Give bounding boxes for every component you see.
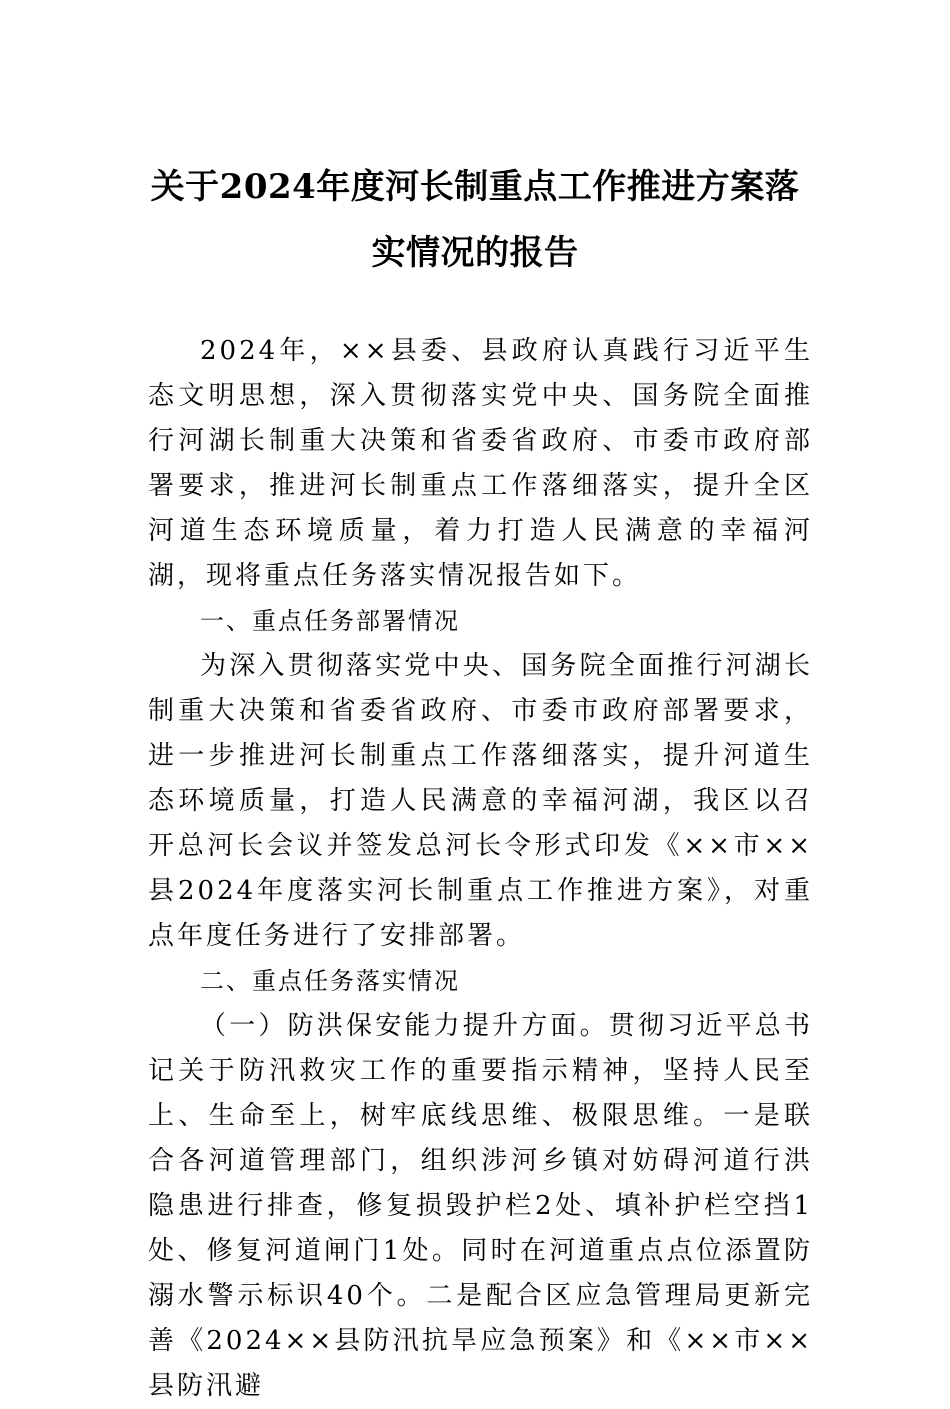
- section-1-paragraph: 为深入贯彻落实党中央、国务院全面推行河湖长制重大决策和省委省政府、市委市政府部署要求，进一步推进河长制重点工作落细落实，提升河道生态环境质量，打造人民满意的幸福河湖，我区以召开总河长会议并签发总河长令形式印发《××市××县2024年度落实河长制重点工作推进方案》，对重点年度任务进行了安排部署。: [148, 651, 813, 951]
- document-body: [148, 329, 813, 1409]
- intro-paragraph: 2024年，××县委、县政府认真践行习近平生态文明思想，深入贯彻落实党中央、国务院全面推行河湖长制重大决策和省委省政府、市委市政府部署要求，推进河长制重点工作落细落实，提升全区河道生态环境质量，着力打造人民满意的幸福河湖，现将重点任务落实情况报告如下。: [148, 336, 813, 591]
- document-title-line-1: 关于2024年度河长制重点工作推进方案落: [150, 167, 800, 207]
- document-title-line-2: 实情况的报告: [371, 233, 579, 273]
- section-1-heading: 一、重点任务部署情况: [200, 607, 460, 635]
- section-2-heading: 二、重点任务落实情况: [200, 967, 460, 995]
- section-2-subsection-1-paragraph: （一）防洪保安能力提升方面。贯彻习近平总书记关于防汛救灾工作的重要指示精神，坚持人民至上、生命至上，树牢底线思维、极限思维。一是联合各河道管理部门，组织涉河乡镇对妨碍河道行洪隐患进行排查，修复损毁护栏2处、填补护栏空挡1处、修复河道闸门1处。同时在河道重点点位添置防溺水警示标识40个。二是配合区应急管理局更新完善《2024××县防汛抗旱应急预案》和《××市××县防汛避: [148, 1011, 813, 1401]
